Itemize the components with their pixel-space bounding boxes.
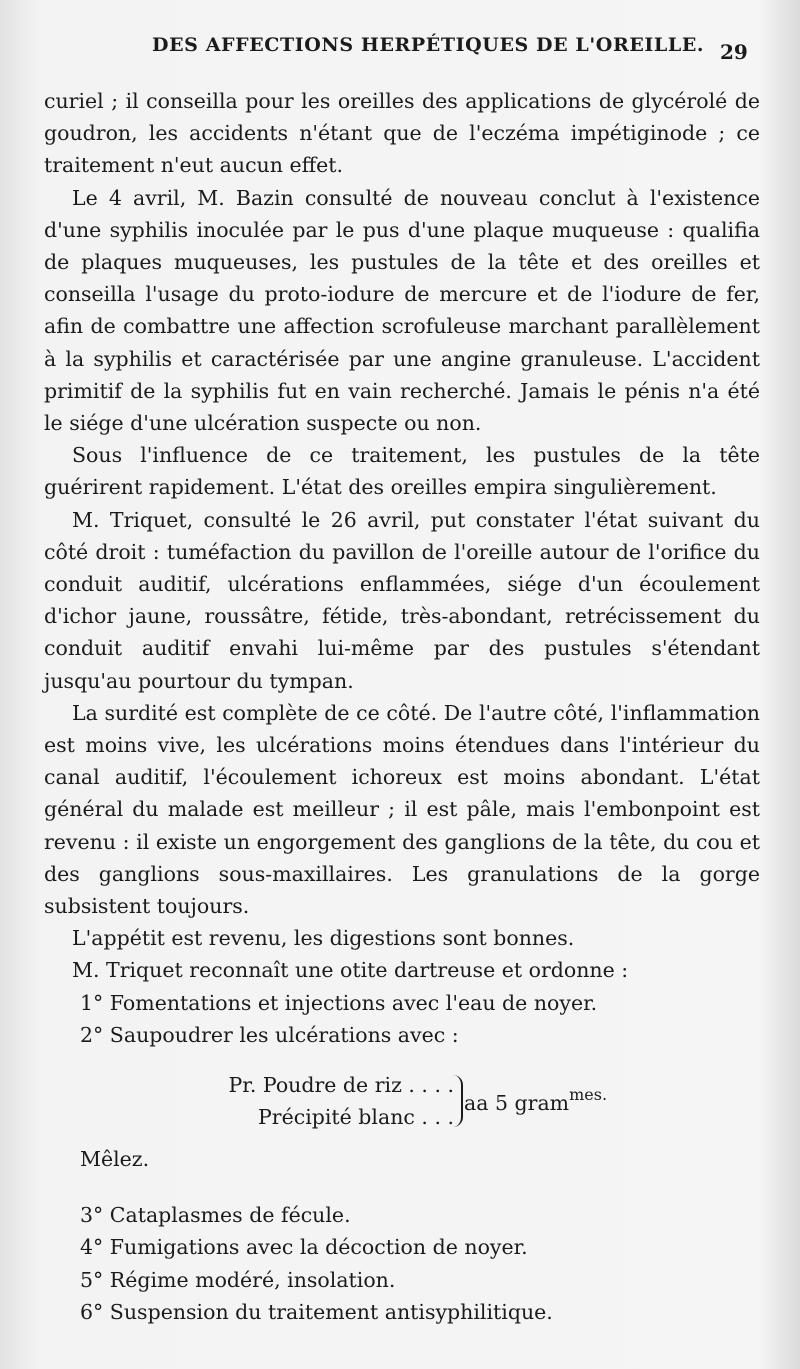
order-item-4: 4° Fumigations avec la décoction de noyer. <box>80 1235 528 1260</box>
brace-shape <box>453 1075 463 1127</box>
paragraph-appetit: L'appétit est revenu, les digestions sont bonnes. <box>72 926 575 951</box>
melez-instruction: Mêlez. <box>80 1147 150 1172</box>
paragraph-bazin: Le 4 avril, M. Bazin consulté de nouveau conclut à l'existence d'une syphilis inoculée par le pus d'une plaque muqueuse : qualifia de plaques muqueuses, les pustules de la tête et des oreilles et conseilla l'usage du proto-iodure de mercure et de l'iodure de fer, afin de combattre une affection scrofuleuse marchant parallèlement à la syphilis et caractérisée par une angine granuleuse. L'accident primitif de la syphilis fut en vain recherché. Jamais le pénis n'a été le siége d'une ulcération suspecte ou non. <box>44 185 760 436</box>
prescription-ingredients <box>174 1069 454 1133</box>
page-body <box>44 85 760 1328</box>
dose-superscript: mes. <box>569 1085 608 1105</box>
page-number: 29 <box>720 40 748 64</box>
order-item-5: 5° Régime modéré, insolation. <box>80 1267 396 1292</box>
paragraph-treatment-effect: Sous l'influence de ce traitement, les pustules de la tête guérirent rapidement. L'état des oreilles empira singulièrement. <box>44 443 760 500</box>
order-item-1: 1° Fomentations et injections avec l'eau de noyer. <box>80 990 598 1015</box>
dose-text: aa 5 gram <box>464 1091 570 1116</box>
page-header <box>0 34 800 64</box>
order-item-3: 3° Cataplasmes de fécule. <box>80 1203 351 1228</box>
paragraph-triquet-order: M. Triquet reconnaît une otite dartreuse et ordonne : <box>72 958 629 983</box>
order-item-2: 2° Saupoudrer les ulcérations avec : <box>80 1022 459 1047</box>
prescription-line-2: Précipité blanc . . . <box>257 1105 454 1130</box>
prescription-dose <box>464 1085 607 1115</box>
paragraph-surdite: La surdité est complète de ce côté. De l'autre côté, l'inflammation est moins vive, les ulcérations moins étendues dans l'intérieur du canal auditif, l'écoulement ichoreux est moins abondant. L'état général du malade est meilleur ; il est pâle, mais l'embonpoint est revenu : il existe un engorgement des ganglions de la tête, du cou et des ganglions sous-maxillaires. Les granulations de la gorge subsistent toujours. <box>44 700 760 919</box>
running-title: DES AFFECTIONS HERPÉTIQUES DE L'OREILLE. <box>152 34 705 56</box>
prescription-line-1: Pr. Poudre de riz . . . . <box>228 1073 454 1098</box>
paragraph-continuation: curiel ; il conseilla pour les oreilles des applications de glycérolé de goudron, les accidents n'étant que de l'eczéma impétiginode ; ce traitement n'eut aucun effet. <box>44 89 760 178</box>
order-item-6: 6° Suspension du traitement antisyphilitique. <box>80 1299 553 1324</box>
prescription-block <box>44 1069 760 1133</box>
paragraph-triquet-exam: M. Triquet, consulté le 26 avril, put constater l'état suivant du côté droit : tuméfaction du pavillon de l'oreille autour de l'orifice du conduit auditif, ulcérations enflammées, siége d'un écoulement d'ichor jaune, roussâtre, fétide, très-abondant, retrécissement du conduit auditif envahi lui-même par des pustules s'étendant jusqu'au pourtour du tympan. <box>44 507 760 693</box>
